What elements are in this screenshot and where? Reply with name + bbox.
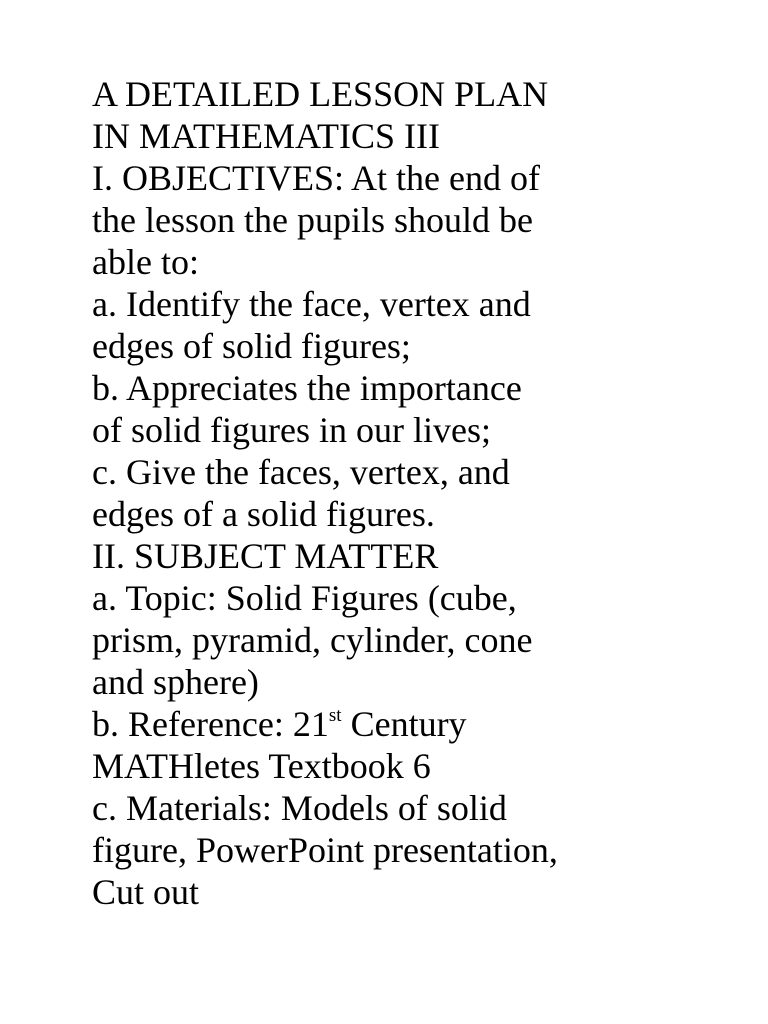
subject-matter-heading: II. SUBJECT MATTER — [92, 536, 439, 576]
objectives-line-2: the lesson the pupils should be — [92, 200, 533, 240]
objective-a-line-2: edges of solid figures; — [92, 326, 411, 366]
reference-line-2: MATHletes Textbook 6 — [92, 746, 431, 786]
objectives-line-3: able to: — [92, 242, 199, 282]
topic-line-2: prism, pyramid, cylinder, cone — [92, 620, 533, 660]
objectives-heading-line: I. OBJECTIVES: At the end of — [92, 158, 540, 198]
objective-b-line-2: of solid figures in our lives; — [92, 410, 491, 450]
objective-a-line-1: a. Identify the face, vertex and — [92, 284, 531, 324]
title-line-2: IN MATHEMATICS III — [92, 116, 440, 156]
objective-c-line-2: edges of a solid figures. — [92, 494, 435, 534]
reference-suffix: Century — [341, 704, 467, 744]
materials-line-1: c. Materials: Models of solid — [92, 788, 507, 828]
topic-line-3: and sphere) — [92, 662, 259, 702]
lesson-plan-text — [92, 73, 732, 913]
reference-line-1 — [92, 703, 732, 745]
reference-prefix: b. Reference: 21 — [92, 704, 329, 744]
reference-superscript: st — [328, 705, 342, 726]
topic-line-1: a. Topic: Solid Figures (cube, — [92, 578, 517, 618]
materials-line-3: Cut out — [92, 872, 200, 912]
objective-c-line-1: c. Give the faces, vertex, and — [92, 452, 510, 492]
title-line-1: A DETAILED LESSON PLAN — [92, 74, 549, 114]
materials-line-2: figure, PowerPoint presentation, — [92, 830, 558, 870]
objective-b-line-1: b. Appreciates the importance — [92, 368, 522, 408]
